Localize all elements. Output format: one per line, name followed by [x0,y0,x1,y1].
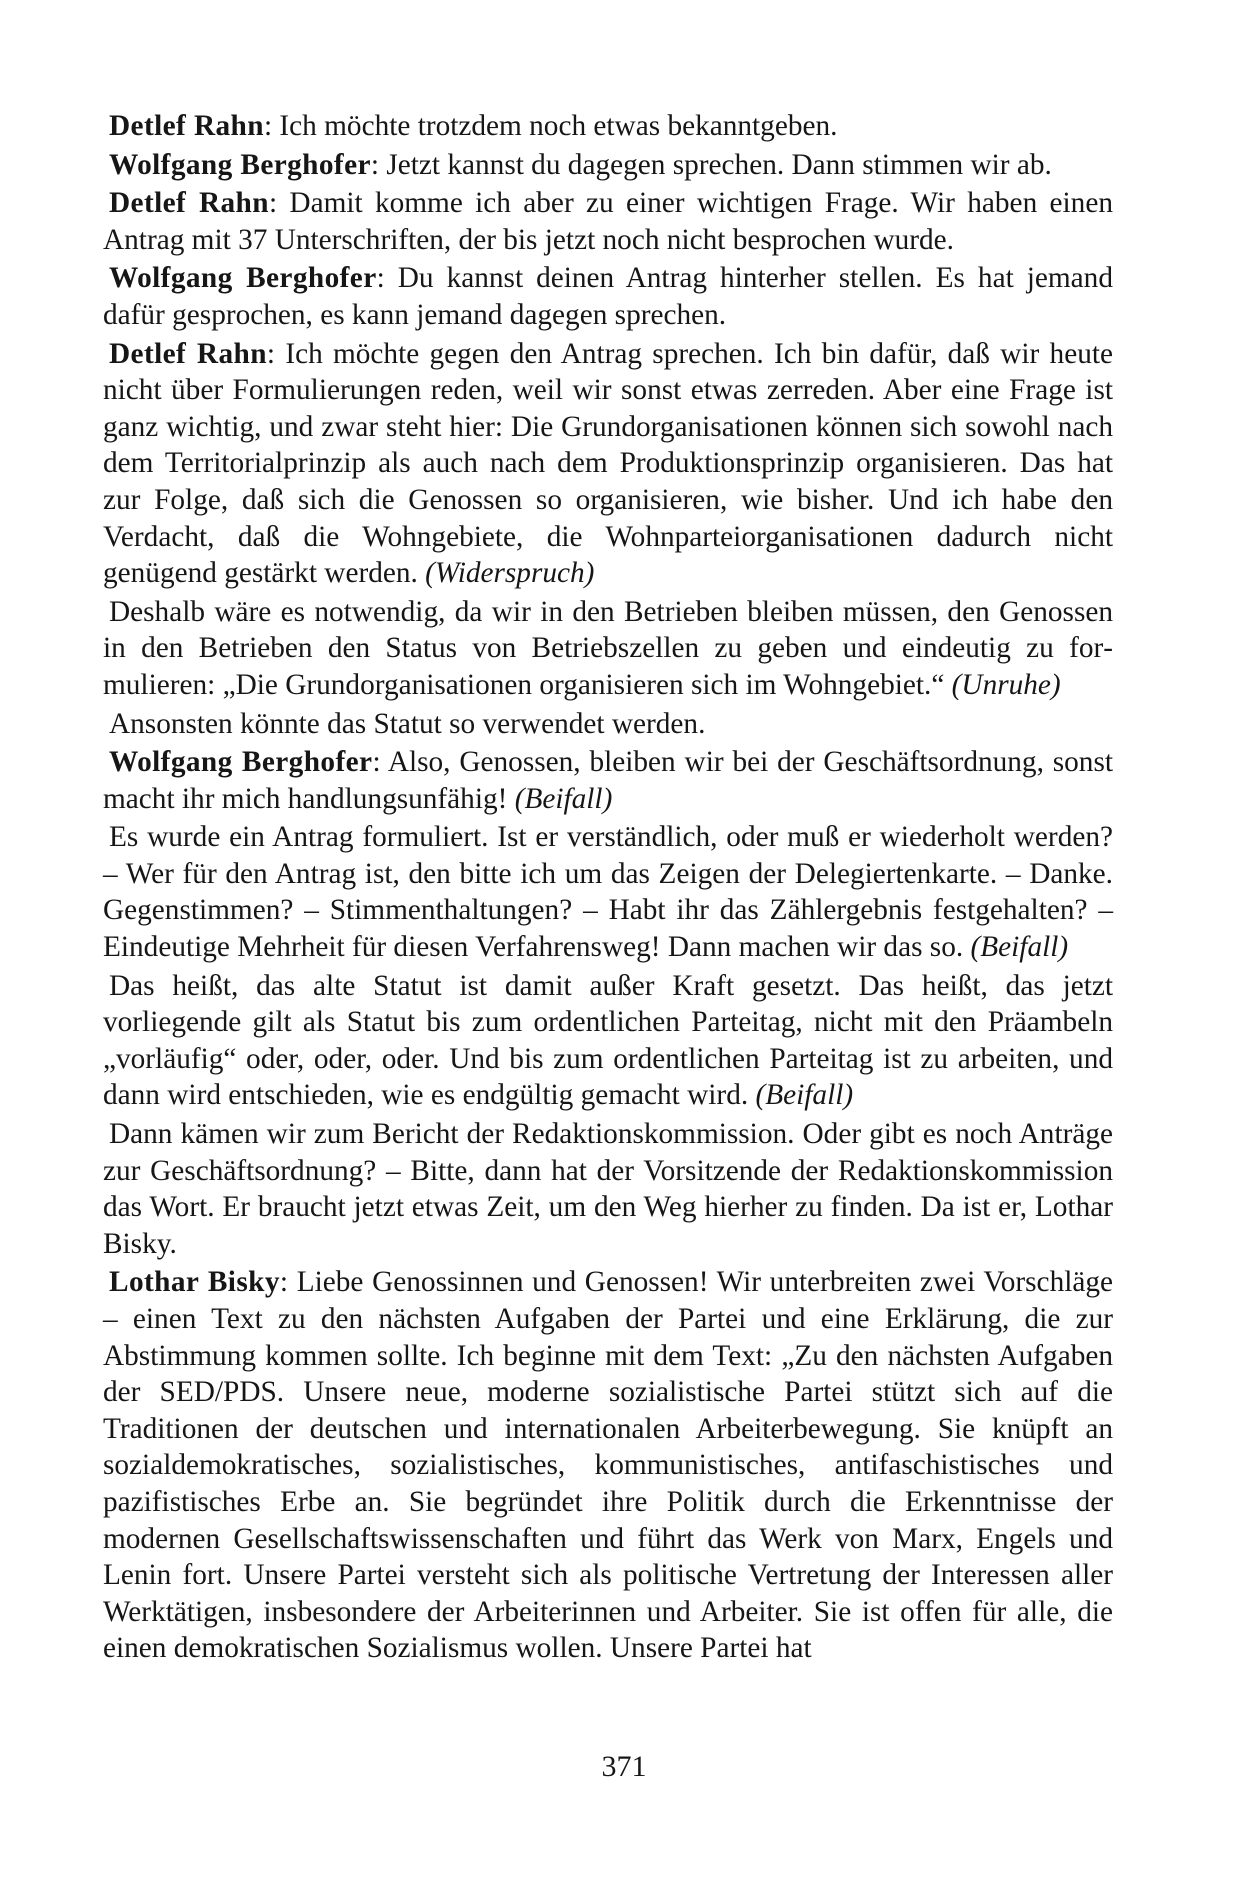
paragraph-6 [103,594,1113,704]
speaker-colon: : [263,110,280,142]
speaker-colon: : [266,337,286,370]
speaker-colon: : [372,746,388,779]
paragraph-text: Liebe Genossinnen und Genossen! Wir unterbreiten zwei Vorschläge – einen Text zu den nächsten Aufgaben der Partei und eine Erklärung, die zur Abstimmung kommen sollte. Ich beginne mit dem Text: „Zu den nächsten Aufgaben der SED/PDS. Unsere neue, moderne sozialistische Partei stützt sich auf die Traditionen der deutschen und internationalen Arbeiterbewegung. Sie knüpft an sozialdemokratisches, sozialistisches, kommunistisches, antifaschistisches und pazifistisches Erbe an. Sie begründet ihre Politik durch die Erkenntnisse der modernen Gesellschaftswissenschaften und führt das Werk von Marx, Engels und Lenin fort. Unsere Partei versteht sich als politische Vertretung der Interessen aller Werktätigen, insbesondere der Arbeiterinnen und Arbeiter. Sie ist offen für alle, die einen demokratischen Sozialismus wollen. Unsere Partei hat [103,1266,1114,1665]
speaker-colon: : [376,262,398,295]
paragraph-7 [103,706,1113,743]
paragraph-text: Jetzt kannst du dagegen sprechen. Dann stimmen wir ab. [386,148,1052,181]
paragraph-11 [103,1116,1113,1262]
page-number: 371 [601,1750,647,1783]
paragraph-text: Dann kämen wir zum Bericht der Redaktionskommission. Oder gibt es noch Anträge zur Geschäftsordnung? – Bitte, dann hat der Vorsitzende der Redaktionskommission das Wort. Er braucht jetzt etwas Zeit, um den Weg hierher zu finden. Da ist er, Lothar Bisky. [103,1118,1113,1260]
paragraph-5 [103,336,1113,592]
paragraph-1 [103,108,1113,145]
paragraph-4 [103,260,1113,333]
paragraph-10 [103,968,1113,1114]
paragraph-text: Du kannst deinen Antrag hinterher stellen. Es hat jemand dafür gesprochen, es kann jemand dagegen sprechen. [103,262,1113,331]
paragraph-text: Das heißt, das alte Statut ist damit außer Kraft gesetzt. Das heißt, das jetzt vorliegende gilt als Statut bis zum ordentlichen Parteitag, nicht mit den Präambeln „vorläufig“ oder, oder, oder. Und bis zum ordentlichen Parteitag ist zu arbeiten, und dann wird entschieden, wie es endgültig gemacht wird. [103,969,1113,1112]
speaker-colon: : [279,1266,297,1299]
speaker-name: Wolfgang Berghofer [109,746,373,779]
speaker-name: Wolfgang Berghofer [109,262,377,295]
speaker-name: Detlef Rahn [109,337,267,370]
paragraph-text: Ich möchte gegen den Antrag sprechen. Ich bin dafür, daß wir heute nicht über Formulierungen reden, weil wir sonst etwas zerreden. Aber eine Frage ist ganz wichtig, und zwar steht hier: Die Grundorganisationen können sich sowohl nach dem Territorialprinzip als auch nach dem Produktionsprinzip organisieren. Das hat zur Folge, daß sich die Genossen so organisieren, wie bisher. Und ich habe den Verdacht, daß die Wohngebiete, die Wohnparteiorganisationen dadurch nicht genügend gestärkt werden. [103,337,1113,590]
speaker-name: Lothar Bisky [109,1266,280,1299]
speaker-name: Detlef Rahn [109,187,269,220]
paragraph-text: Damit komme ich aber zu einer wichtigen Frage. Wir haben einen Antrag mit 37 Unterschriften, der bis jetzt noch nicht besprochen wurde. [103,187,1113,256]
paragraph-8 [103,744,1113,817]
paragraph-9 [103,819,1113,965]
paragraph-2 [103,147,1113,184]
speaker-name: Wolfgang Berghofer [109,148,371,181]
paragraph-text: Es wurde ein Antrag formuliert. Ist er verständlich, oder muß er wiederholt werden? – Wer für den Antrag ist, den bitte ich um das Zeigen der Delegiertenkarte. – Danke. Gegenstimmen? – Stimmenthaltungen? – Habt ihr das Zählergebnis festgehalten? – Eindeutige Mehrheit für diesen Verfahrensweg! Dann machen wir das so. [103,821,1113,964]
paragraph-text: Ansonsten könnte das Statut so verwendet werden. [109,707,706,740]
speaker-colon: : [370,148,387,181]
speaker-name: Detlef Rahn [109,110,264,142]
paragraph-text: Deshalb wäre es notwendig, da wir in den Betrieben bleiben müssen, den Genossen in den Betrieben den Status von Betriebszellen zu geben und eindeutig zu formulieren: „Die Grundorganisationen organisieren sich im Wohngebiet.“ [103,595,1113,701]
audience-reaction: (Widerspruch) [425,557,595,590]
audience-reaction: (Beifall) [755,1079,854,1112]
paragraph-text: Ich möchte trotzdem noch etwas bekanntgeben. [279,110,838,142]
audience-reaction: (Beifall) [514,782,613,815]
audience-reaction: (Beifall) [970,931,1069,964]
paragraph-3 [103,185,1113,258]
document-page [103,108,1113,1669]
speaker-colon: : [268,187,290,220]
audience-reaction: (Unruhe) [951,668,1061,701]
paragraph-text: Also, Genossen, bleiben wir bei der Geschäftsordnung, sonst macht ihr mich handlungsunfähig! [103,746,1113,815]
paragraph-12 [103,1264,1113,1667]
